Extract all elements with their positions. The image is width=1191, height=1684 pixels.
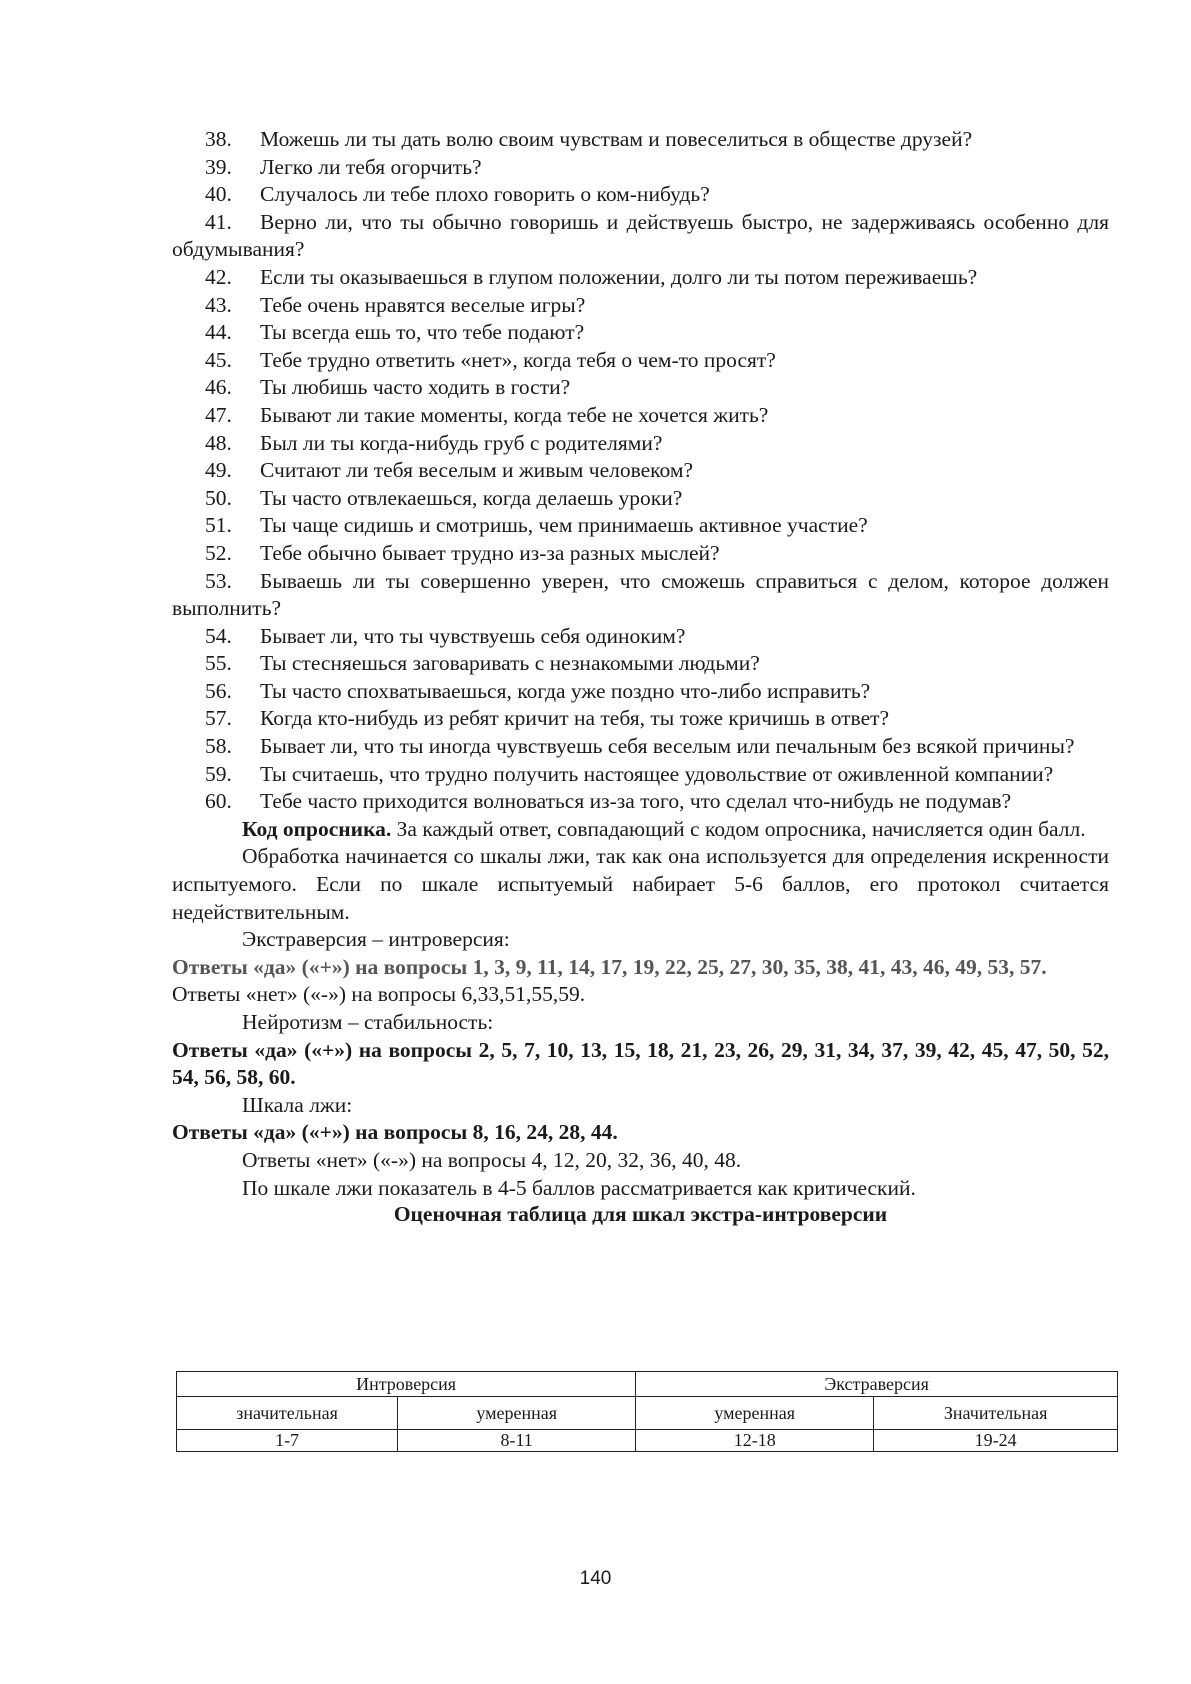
- question-text: Ты любишь часто ходить в гости?: [260, 375, 571, 400]
- question-number: 55.: [205, 651, 232, 676]
- lie-heading: Шкала лжи:: [242, 1092, 353, 1117]
- question-text: Легко ли тебя огорчить?: [260, 154, 482, 179]
- question-number: 50.: [205, 485, 232, 510]
- group-extraversion: Экстраверсия: [636, 1372, 1118, 1397]
- question-number: 40.: [205, 182, 232, 207]
- page-number: 140: [579, 1568, 612, 1589]
- question-number: 58.: [205, 734, 232, 759]
- question-number: 52.: [205, 540, 232, 565]
- question-item: [172, 402, 1109, 430]
- question-item: [172, 623, 1109, 651]
- question-item: [172, 457, 1109, 485]
- lie-critical-note: По шкале лжи показатель в 4-5 баллов рассматривается как критический.: [242, 1175, 916, 1200]
- page-content: [172, 126, 1109, 1227]
- question-number: 49.: [205, 458, 232, 483]
- question-item: [172, 788, 1109, 816]
- key-paragraph: [172, 816, 1109, 844]
- question-text: Ты часто спохватываешься, когда уже поздно что-либо исправить?: [260, 678, 871, 703]
- value-extra-moderate: 12-18: [636, 1430, 874, 1452]
- key-title: Код опросника.: [242, 816, 392, 841]
- extra-no-answers: Ответы «нет» («-») на вопросы 6,33,51,55,59.: [172, 982, 586, 1007]
- question-number: 48.: [205, 430, 232, 455]
- extra-heading: Экстраверсия – интроверсия:: [242, 927, 510, 952]
- question-number: 59.: [205, 761, 232, 786]
- question-text: Ты считаешь, что трудно получить настоящее удовольствие от оживленной компании?: [260, 761, 1054, 786]
- question-item: [172, 485, 1109, 513]
- question-number: 56.: [205, 678, 232, 703]
- question-text: Был ли ты когда-нибудь груб с родителями?: [260, 430, 663, 455]
- question-number: 38.: [205, 127, 232, 151]
- question-text: Можешь ли ты дать волю своим чувствам и повеселиться в обществе друзей?: [260, 127, 973, 151]
- question-text: Ты чаще сидишь и смотришь, чем принимаешь активное участие?: [260, 513, 868, 538]
- value-intro-significant: 1-7: [177, 1430, 398, 1452]
- question-number: 43.: [205, 292, 232, 317]
- question-item: [172, 154, 1109, 182]
- question-item: [172, 650, 1109, 678]
- lie-yes-answers: Ответы «да» («+») на вопросы 8, 16, 24, 28, 44.: [172, 1120, 618, 1145]
- question-text: Если ты оказываешься в глупом положении, долго ли ты потом переживаешь?: [260, 264, 978, 289]
- question-item: [172, 733, 1109, 761]
- lie-no-answers: Ответы «нет» («-») на вопросы 4, 12, 20, 32, 36, 40, 48.: [242, 1147, 742, 1172]
- question-item: [172, 512, 1109, 540]
- question-number: 60.: [205, 789, 232, 814]
- question-text: Ты всегда ешь то, что тебе подают?: [260, 320, 585, 345]
- question-text: Случалось ли тебе плохо говорить о ком-нибудь?: [260, 182, 710, 207]
- question-number: 44.: [205, 320, 232, 345]
- question-item: [172, 430, 1109, 458]
- question-text: Тебе трудно ответить «нет», когда тебя о чем-то просят?: [260, 347, 776, 372]
- question-item: [172, 181, 1109, 209]
- subheader-intro-significant: значительная: [177, 1397, 398, 1430]
- question-text: Когда кто-нибудь из ребят кричит на тебя, ты тоже кричишь в ответ?: [260, 706, 890, 731]
- question-item: [172, 347, 1109, 375]
- question-number: 46.: [205, 375, 232, 400]
- question-number: 42.: [205, 264, 232, 289]
- question-item: [172, 678, 1109, 706]
- subheader-intro-moderate: умеренная: [398, 1397, 636, 1430]
- question-text: Ты стесняешься заговаривать с незнакомыми людьми?: [260, 651, 760, 676]
- question-item: [172, 705, 1109, 733]
- question-text: Бывает ли, что ты чувствуешь себя одиноким?: [260, 623, 686, 648]
- question-item: [172, 761, 1109, 789]
- question-number: 45.: [205, 347, 232, 372]
- question-text: Тебе очень нравятся веселые игры?: [260, 292, 586, 317]
- question-number: 53.: [205, 568, 232, 593]
- subheader-extra-moderate: умеренная: [636, 1397, 874, 1430]
- question-number: 57.: [205, 706, 232, 731]
- extra-yes-answers: Ответы «да» («+») на вопросы 1, 3, 9, 11, 14, 17, 19, 22, 25, 27, 30, 35, 38, 41, 43, 46, 49, 53, 57.: [172, 954, 1047, 979]
- question-text: Тебе обычно бывает трудно из-за разных мыслей?: [260, 540, 720, 565]
- question-number: 51.: [205, 513, 232, 538]
- evaluation-table: [176, 1371, 1118, 1452]
- question-item: [172, 568, 1109, 623]
- value-intro-moderate: 8-11: [398, 1430, 636, 1452]
- question-text: Считают ли тебя веселым и живым человеком?: [260, 458, 694, 483]
- key-text: За каждый ответ, совпадающий с кодом опросника, начисляется один балл.: [391, 816, 1086, 841]
- question-item: [172, 374, 1109, 402]
- question-item: [172, 319, 1109, 347]
- neuro-yes-answers: Ответы «да» («+») на вопросы 2, 5, 7, 10, 13, 15, 18, 21, 23, 26, 29, 31, 34, 37, 39, 42, 45, 47, 50, 52, 54, 56, 58, 60.: [172, 1037, 1109, 1090]
- question-text: Ты часто отвлекаешься, когда делаешь уроки?: [260, 485, 683, 510]
- question-text: Тебе часто приходится волноваться из-за того, что сделал что-нибудь не подумав?: [260, 789, 1012, 814]
- subheader-extra-significant: Значительная: [874, 1397, 1118, 1430]
- table-title: Оценочная таблица для шкал экстра-интроверсии: [393, 1202, 888, 1227]
- question-number: 54.: [205, 623, 232, 648]
- question-number: 41.: [205, 209, 232, 234]
- question-item: [172, 264, 1109, 292]
- processing-paragraph: Обработка начинается со шкалы лжи, так как она используется для определения искренности испытуемого. Если по шкале испытуемый набирает 5-6 баллов, его протокол считается недействительным.: [172, 844, 1109, 924]
- question-list: [172, 126, 1109, 816]
- question-item: [172, 126, 1109, 154]
- group-introversion: Интроверсия: [177, 1372, 636, 1397]
- question-text: Бывает ли, что ты иногда чувствуешь себя веселым или печальным без всякой причины?: [260, 734, 1075, 759]
- question-item: [172, 209, 1109, 264]
- question-item: [172, 540, 1109, 568]
- question-number: 47.: [205, 402, 232, 427]
- question-text: Верно ли, что ты обычно говоришь и действуешь быстро, не задерживаясь особенно для обдумывания?: [172, 209, 1109, 262]
- neuro-heading: Нейротизм – стабильность:: [242, 1010, 494, 1034]
- question-text: Бывают ли такие моменты, когда тебе не хочется жить?: [260, 402, 769, 427]
- question-number: 39.: [205, 154, 232, 179]
- question-text: Бываешь ли ты совершенно уверен, что сможешь справиться с делом, которое должен выполнить?: [172, 568, 1109, 621]
- question-item: [172, 292, 1109, 320]
- value-extra-significant: 19-24: [874, 1430, 1118, 1452]
